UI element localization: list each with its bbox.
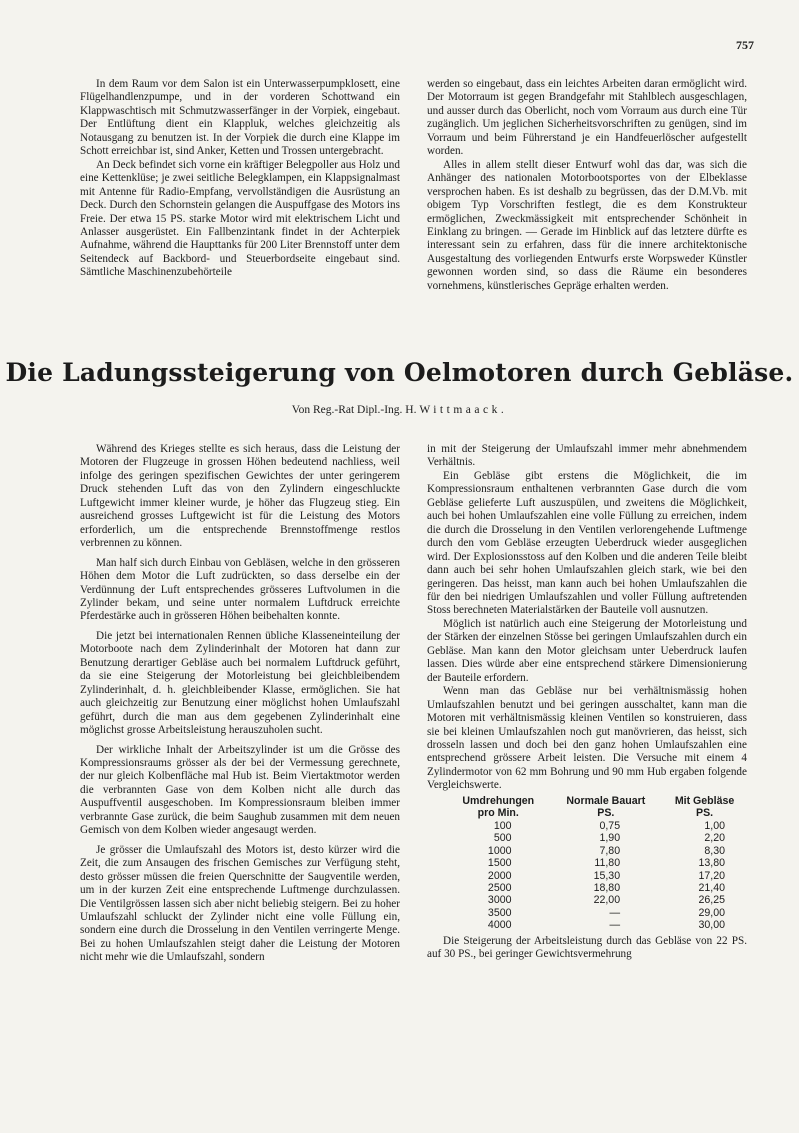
table-cell: 500 xyxy=(493,832,512,845)
paragraph: Je grösser die Umlaufszahl des Motors ist, desto kürzer wird die Zeit, die zum Ansaugen des frischen Gemisches zur Verfügung steht, desto grösser müssen die freien Querschnitte der Saugventile werden, um in der kurzen Zeit eine entsprechende Luftmenge durchzulassen. Die Ventilgrössen lassen sich aber nicht beliebig steigern. Bei zu hoher Umlaufszahl schluckt der Zylinder nicht eine volle Füllung ein, sondern eine durch die Drosselung in den Ventilen verringerte Menge. Bei zu hohen Umlaufszahlen steigt daher die Leistung der Motoren nicht mehr wie die Umlaufszahl, sondern xyxy=(80,843,400,964)
page-number: 757 xyxy=(736,38,754,52)
table-cell: 1500 xyxy=(487,857,512,870)
byline-author: Wittmaack. xyxy=(419,404,508,416)
table-cell: 21,40 xyxy=(698,882,725,894)
table-cell: 11,80 xyxy=(594,857,621,870)
table-row xyxy=(447,870,747,882)
table-row xyxy=(447,882,747,894)
table-cell: 18,80 xyxy=(593,882,621,894)
byline-prefix: Von Reg.-Rat Dipl.-Ing. H. xyxy=(291,404,417,416)
table-row xyxy=(447,845,747,857)
paragraph: Während des Krieges stellte es sich heraus, dass die Leistung der Motoren der Flugzeuge in grossen Höhen bedeutend nachliess, weil infolge des geringen spezifischen Gewichtes der unter geringerem Druck stehenden Luft das von den Zylindern eingeschluckte Luftgewicht immer kleiner wurde, je höher das Flugzeug stieg. Ein ausreichend grosses Luftgewicht ist für die Leistung des Motors erforderlich, um die entsprechende Brennstoffmenge restlos verbrennen zu können. xyxy=(80,443,400,550)
table-row xyxy=(447,857,747,869)
table-cell: 2500 xyxy=(487,882,512,894)
table-cell: 100 xyxy=(493,819,512,832)
column-header-line: Normale Bauart xyxy=(566,794,646,807)
table-row xyxy=(447,907,747,919)
paragraph: An Deck befindet sich vorne ein kräftiger Belegpoller aus Holz und eine Kettenklüse; je zwei seitliche Belegklampen, ein Klappsignalmast mit Antenne für Radio-Empfang, vervollständigen die Ausrüstung an Deck. Durch den Schornstein gelangen die Auspuffgase des Motors ins Freie. Der etwa 15 PS. starke Motor wird mit elektrischem Licht und Anlasser ausgerüstet. Ein Fallbenzintank findet in der Achterpiek Aufnahme, während die Haupttanks für 200 Liter Brennstoff unter dem Seitendeck auf Backbord- und Steuerbordseite eingebaut sind. Sämtliche Maschinenzubehörteile xyxy=(80,158,400,279)
table-row xyxy=(447,894,747,906)
table-cell: 13,80 xyxy=(698,857,725,870)
comparison-table xyxy=(447,795,747,932)
table-cell: 7,80 xyxy=(599,844,621,857)
column-header-line: PS. xyxy=(597,807,615,820)
paragraph: Der wirkliche Inhalt der Arbeitszylinder ist um die Grösse des Kompressionsraums grösser als der bei der Vermessung gerechnete, der nur gleich Kolbenfläche mal Hub ist. Beim Viertaktmotor werden die verbrannten Gase von dem Kolben nicht alle durch das Auspuffventil ausgeschoben. Im Kompressionsraum bleiben immer verbrannte Gase zurück, die beim Saughub zusammen mit dem neuen Gemisch von dem Kolben wieder angesaugt werden. xyxy=(80,743,400,837)
table-header-row xyxy=(447,795,747,820)
column-header-line: PS. xyxy=(696,807,714,820)
paragraph: In dem Raum vor dem Salon ist ein Unterwasserpumpklosett, eine Flügelhandlenzpumpe, und in der vorderen Schottwand ein Klappwaschtisch mit Schmutzwasserfänger in der Vorpiek, eingebaut. Der Entlüftung dient ein Klappluk, welches gleichzeitig als Notausgang zu benutzen ist. In der Vorpiek die durch eine Klappe im Schott erreichbar ist, sind Anker, Ketten und Trossen untergebracht. xyxy=(80,78,400,158)
table-cell: 29,00 xyxy=(698,906,725,919)
bottom-left-column xyxy=(80,443,400,965)
column-header-line: Mit Gebläse xyxy=(674,794,735,807)
column-header xyxy=(662,795,747,820)
bottom-right-column xyxy=(427,443,747,962)
table-cell: 2000 xyxy=(487,869,512,882)
table-cell: 4000 xyxy=(487,919,512,932)
paragraph: in mit der Steigerung der Umlaufszahl immer mehr abnehmendem Verhältnis. xyxy=(427,443,747,469)
column-header-line: Umdrehungen xyxy=(462,794,535,807)
byline xyxy=(0,404,799,416)
paragraph: Wenn man das Gebläse nur bei verhältnismässig hohen Umlaufszahlen benutzt und bei geringen ausschaltet, kann man die Motoren mit verhältnismässig kleinen Ventilen so konstruieren, dass sie bei kleinen Umlaufszahlen noch gut manövrieren, das heisst, sich drosseln lassen und doch bei den ganz hohen Umlaufszahlen eine entsprechend grössere Arbeit leisten. Die Versuche mit einem 4 Zylindermotor von 62 mm Bohrung und 90 mm Hub ergaben folgende Vergleichswerte. xyxy=(427,685,747,792)
table-cell: 22,00 xyxy=(593,894,621,907)
table-cell: — xyxy=(609,906,621,919)
table-cell: 17,20 xyxy=(698,869,725,882)
paragraph: Alles in allem stellt dieser Entwurf wohl das dar, was sich die Anhänger des nationalen Motorbootsportes von der Elbeklasse versprochen haben. Es ist deshalb zu begrüssen, das der D.M.Vb. mit obigem Typ Vorschriften festlegt, die es dem Konstrukteur ermöglichen, Zweckmässigkeit mit entsprechender Schönheit in Einklang zu bringen. — Gerade im Hinblick auf das letztere dürfte es interessant sein zu erfahren, dass für die innere architektonische Ausgestaltung des vorliegenden Entwurfs erste Worpsweder Künstler gewonnen worden sind, so dass die Räume ein besonderes vornehmens, künstlerisches Gepräge erhalten werden. xyxy=(427,158,747,292)
table-row xyxy=(447,919,747,931)
table-row xyxy=(447,820,747,832)
table-row xyxy=(447,832,747,844)
paragraph: Die Steigerung der Arbeitsleistung durch das Gebläse von 22 PS. auf 30 PS., bei geringer Gewichtsvermehrung xyxy=(427,934,747,961)
article-title: Die Ladungssteigerung von Oelmotoren durch Gebläse. xyxy=(5,358,794,387)
table-cell: 2,20 xyxy=(704,832,725,845)
paragraph: Möglich ist natürlich auch eine Steigerung der Motorleistung und der Stärken der einzelnen Stösse bei geringen Umlaufszahlen durch ein Gebläse. Man kann den Motor gleichsam unter Ueberdruck laufen lassen. Dies würde aber eine entsprechend stärkere Dimensionierung der Bauteile erfordern. xyxy=(427,617,747,684)
table-cell: 0,75 xyxy=(599,819,621,832)
table-cell: 1,90 xyxy=(599,832,621,845)
table-cell: 30,00 xyxy=(698,919,725,932)
paragraph: Man half sich durch Einbau von Gebläsen, welche in den grösseren Höhen dem Motor die Luft zudrückten, so dass derselbe ein der Verdünnung der Luft entsprechendes grösseres Luftvolumen in die Zylinder bekam, und seine unter normalem Luftdruck erreichte Pferdestärke auch in grösseren Höhen beibehalten konnte. xyxy=(80,556,400,623)
column-header-line: pro Min. xyxy=(477,807,519,820)
table-body xyxy=(447,820,747,932)
table-cell: 1,00 xyxy=(704,819,725,832)
table-cell: 15,30 xyxy=(593,869,621,882)
paragraph: Ein Gebläse gibt erstens die Möglichkeit, die im Kompressionsraum enthaltenen verbrannten Gase durch die vom Gebläse gelieferte Luft auszuspülen, und zweitens die Möglichkeit, auch bei hohen Umlaufszahlen eine volle Füllung zu erreichen, indem die durch die Drosselung in den Ventilen verlorengehende Luftmenge durch den vom Gebläse erzeugten Ueberdruck wieder ausgeglichen wird. Der Explosionsstoss auf den Kolben und die anderen Teile bleibt dann auch bei sehr hohen Umlaufszahlen gleich stark, wie bei den geringeren. Das heisst, man kann auch bei hohen Umlaufszahlen die für den bei niedrigen Umlaufszahlen und voller Füllung auftretenden Stoss berechneten Materialstärken der Bauteile voll ausnutzen. xyxy=(427,469,747,617)
table-cell: 3000 xyxy=(487,894,512,907)
table-cell: 3500 xyxy=(487,906,512,919)
column-header xyxy=(447,795,550,820)
table-cell: 1000 xyxy=(487,844,512,857)
table-cell: — xyxy=(609,919,621,932)
column-header xyxy=(550,795,663,820)
table-cell: 26,25 xyxy=(698,894,725,907)
paragraph: Die jetzt bei internationalen Rennen übliche Klasseneinteilung der Motorboote nach dem Zylinderinhalt der Motoren hat dann zur Benutzung derartiger Gebläse auch bei normalem Luftdruck geführt, da sie eine Steigerung der Motorleistung bei gleichbleibendem Zylinderinhalt, d. h. gleichbleibender Klasse, ermöglichen. Sie hat auch gleichzeitig zur Benutzung einer möglichst hohen Umlaufszahl geführt, durch die man aus dem gegebenen Zylinderinhalt eine möglichst grosse Arbeitsleistung herauszuholen sucht. xyxy=(80,629,400,737)
top-right-column xyxy=(427,78,747,293)
paragraph: werden so eingebaut, dass ein leichtes Arbeiten daran ermöglicht wird. Der Motorraum ist gegen Brandgefahr mit Stahlblech ausgeschlagen, und ausser durch das Oberlicht, noch vom Vorraum aus durch eine Tür zugänglich. Um jeglichen Sicherheitsvorschriften zu genügen, sind im Vorraum und beim Führerstand je ein Handfeuerlöscher aufgestellt worden. xyxy=(427,78,747,158)
table-cell: 8,30 xyxy=(704,844,725,857)
top-left-column xyxy=(80,78,400,280)
